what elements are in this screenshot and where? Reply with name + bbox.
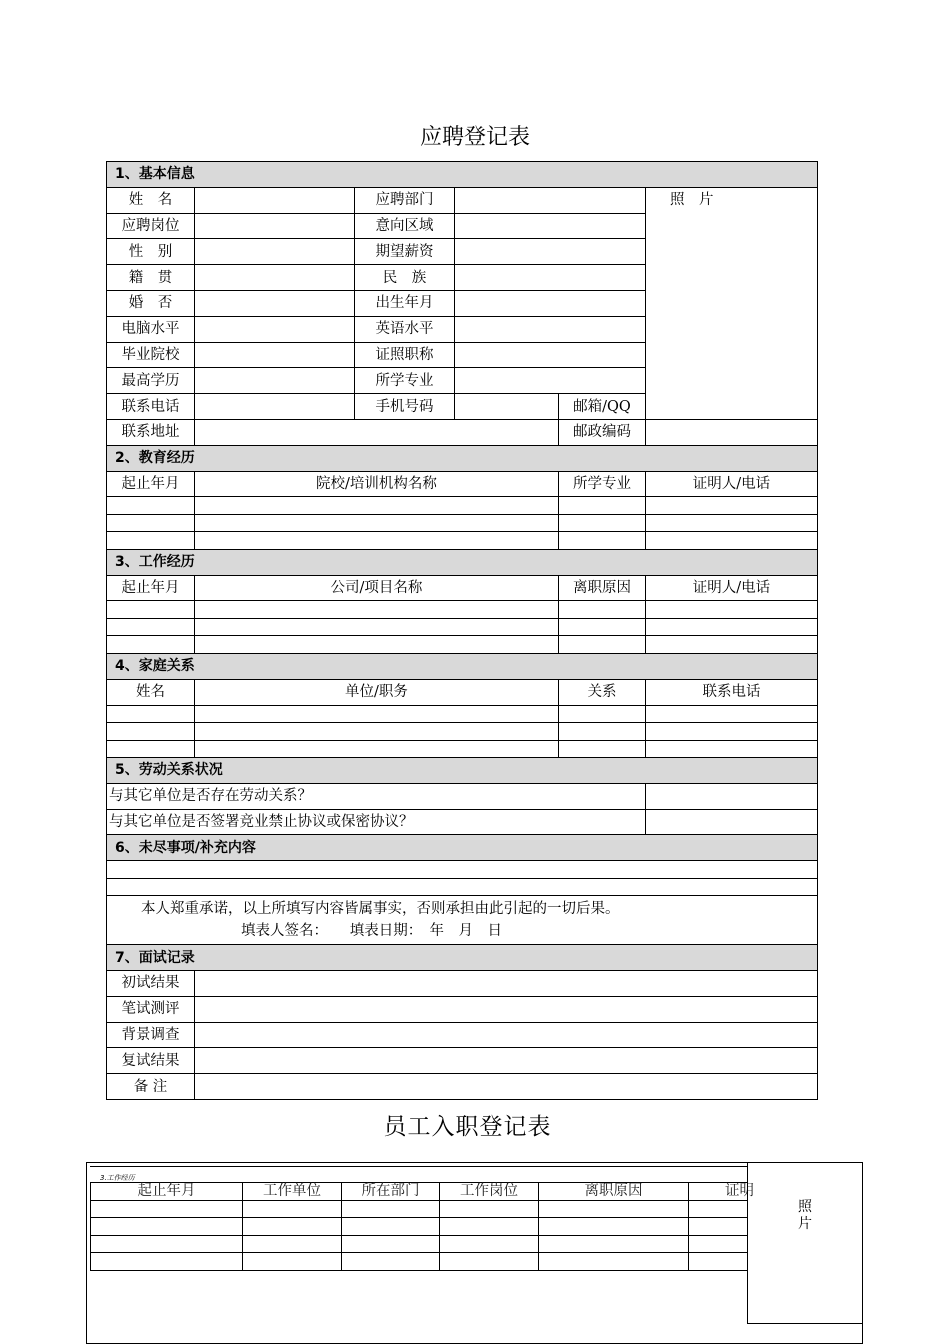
- section-family: 4、家庭关系: [107, 653, 818, 679]
- label-department: 应聘部门: [355, 187, 455, 213]
- supplement-line[interactable]: [107, 861, 818, 879]
- photo2-char-1: 照: [798, 1199, 812, 1215]
- department-field[interactable]: [455, 187, 646, 213]
- section-supplement: 6、未尽事项/补充内容: [107, 835, 818, 861]
- certificate-field[interactable]: [455, 342, 646, 368]
- labor-question-2: 与其它单位是否签署竞业禁止协议或保密协议？: [107, 809, 646, 835]
- wh-header-reference: 证明: [689, 1183, 748, 1201]
- section-work: 3、工作经历: [107, 549, 818, 575]
- label-computer: 电脑水平: [107, 316, 195, 342]
- label-marital: 婚 否: [107, 290, 195, 316]
- work-row: [107, 618, 818, 636]
- label-gender: 性 别: [107, 239, 195, 265]
- edu-row: [107, 532, 818, 550]
- name-field[interactable]: [195, 187, 355, 213]
- pledge-text: 本人郑重承诺，以上所填写内容皆属事实，否则承担由此引起的一切后果。: [141, 901, 620, 918]
- wh-row: [91, 1235, 748, 1253]
- mobile-field[interactable]: [455, 394, 559, 420]
- wh-header-reason: 离职原因: [539, 1183, 689, 1201]
- second-form-title: 员工入职登记表: [383, 1114, 552, 1140]
- wh-row: [91, 1253, 748, 1271]
- remarks-field[interactable]: [195, 1074, 818, 1100]
- english-field[interactable]: [455, 316, 646, 342]
- application-form: [106, 161, 818, 1100]
- label-postcode: 邮政编码: [559, 419, 646, 445]
- work-history-label: 3.工作经历: [100, 1174, 135, 1182]
- label-hometown: 籍 贯: [107, 265, 195, 291]
- labor-question-1: 与其它单位是否存在劳动关系？: [107, 783, 646, 809]
- label-first-interview: 初试结果: [107, 971, 195, 997]
- section-basic-info: 1、基本信息: [107, 162, 818, 188]
- wh-header-employer: 工作单位: [243, 1183, 342, 1201]
- work-header-period: 起止年月: [107, 575, 195, 601]
- signature-line: 填表人签名： 填表日期： 年 月 日: [241, 923, 502, 940]
- photo-box-2[interactable]: [747, 1162, 863, 1324]
- first-interview-field[interactable]: [195, 971, 818, 997]
- phone-field[interactable]: [195, 394, 355, 420]
- section-labor: 5、劳动关系状况: [107, 758, 818, 784]
- edu-header-major: 所学专业: [559, 471, 646, 497]
- page-title: 应聘登记表: [419, 125, 530, 150]
- pledge-block: [107, 896, 818, 945]
- label-mobile: 手机号码: [355, 394, 455, 420]
- edu-row: [107, 514, 818, 532]
- gender-field[interactable]: [195, 239, 355, 265]
- label-region: 意向区域: [355, 213, 455, 239]
- family-header-name: 姓名: [107, 679, 195, 705]
- label-school: 毕业院校: [107, 342, 195, 368]
- wh-header-period: 起止年月: [91, 1183, 243, 1201]
- label-birth: 出生年月: [355, 290, 455, 316]
- section-education: 2、教育经历: [107, 445, 818, 471]
- label-ethnicity: 民 族: [355, 265, 455, 291]
- family-header-employer: 单位/职务: [195, 679, 559, 705]
- family-header-relation: 关系: [559, 679, 646, 705]
- label-education: 最高学历: [107, 368, 195, 394]
- school-field[interactable]: [195, 342, 355, 368]
- written-test-field[interactable]: [195, 996, 818, 1022]
- work-header-reason: 离职原因: [559, 575, 646, 601]
- edu-header-reference: 证明人/电话: [646, 471, 818, 497]
- edu-header-period: 起止年月: [107, 471, 195, 497]
- wh-row: [91, 1200, 748, 1218]
- second-interview-field[interactable]: [195, 1048, 818, 1074]
- postcode-field[interactable]: [646, 419, 818, 445]
- wh-header-position: 工作岗位: [440, 1183, 539, 1201]
- wh-row: [91, 1218, 748, 1236]
- edu-header-school: 院校/培训机构名称: [195, 471, 559, 497]
- label-background-check: 背景调查: [107, 1022, 195, 1048]
- label-major: 所学专业: [355, 368, 455, 394]
- supplement-line[interactable]: [107, 878, 818, 896]
- label-written-test: 笔试测评: [107, 996, 195, 1022]
- label-certificate: 证照职称: [355, 342, 455, 368]
- photo2-char-2: 片: [798, 1216, 812, 1232]
- family-row: [107, 723, 818, 741]
- family-header-phone: 联系电话: [646, 679, 818, 705]
- education-field[interactable]: [195, 368, 355, 394]
- computer-field[interactable]: [195, 316, 355, 342]
- label-position: 应聘岗位: [107, 213, 195, 239]
- family-row: [107, 740, 818, 758]
- hometown-field[interactable]: [195, 265, 355, 291]
- label-name: 姓 名: [107, 187, 195, 213]
- edu-row: [107, 497, 818, 515]
- photo-box[interactable]: [646, 187, 818, 419]
- label-address: 联系地址: [107, 419, 195, 445]
- major-field[interactable]: [455, 368, 646, 394]
- marital-field[interactable]: [195, 290, 355, 316]
- background-check-field[interactable]: [195, 1022, 818, 1048]
- label-second-interview: 复试结果: [107, 1048, 195, 1074]
- region-field[interactable]: [455, 213, 646, 239]
- label-phone: 联系电话: [107, 394, 195, 420]
- salary-field[interactable]: [455, 239, 646, 265]
- label-salary: 期望薪资: [355, 239, 455, 265]
- work-header-company: 公司/项目名称: [195, 575, 559, 601]
- work-row: [107, 636, 818, 654]
- label-email: 邮箱/QQ: [559, 394, 646, 420]
- ethnicity-field[interactable]: [455, 265, 646, 291]
- section-interview: 7、面试记录: [107, 945, 818, 971]
- labor-answer-1[interactable]: [646, 783, 818, 809]
- work-header-reference: 证明人/电话: [646, 575, 818, 601]
- divider: [90, 1166, 747, 1167]
- label-english: 英语水平: [355, 316, 455, 342]
- birth-field[interactable]: [455, 290, 646, 316]
- address-field[interactable]: [195, 419, 559, 445]
- label-remarks: 备 注: [107, 1074, 195, 1100]
- work-row: [107, 601, 818, 619]
- wh-header-department: 所在部门: [342, 1183, 440, 1201]
- work-history-table: [90, 1182, 754, 1271]
- photo-label: 照 片: [670, 191, 714, 208]
- position-field[interactable]: [195, 213, 355, 239]
- family-row: [107, 705, 818, 723]
- labor-answer-2[interactable]: [646, 809, 818, 835]
